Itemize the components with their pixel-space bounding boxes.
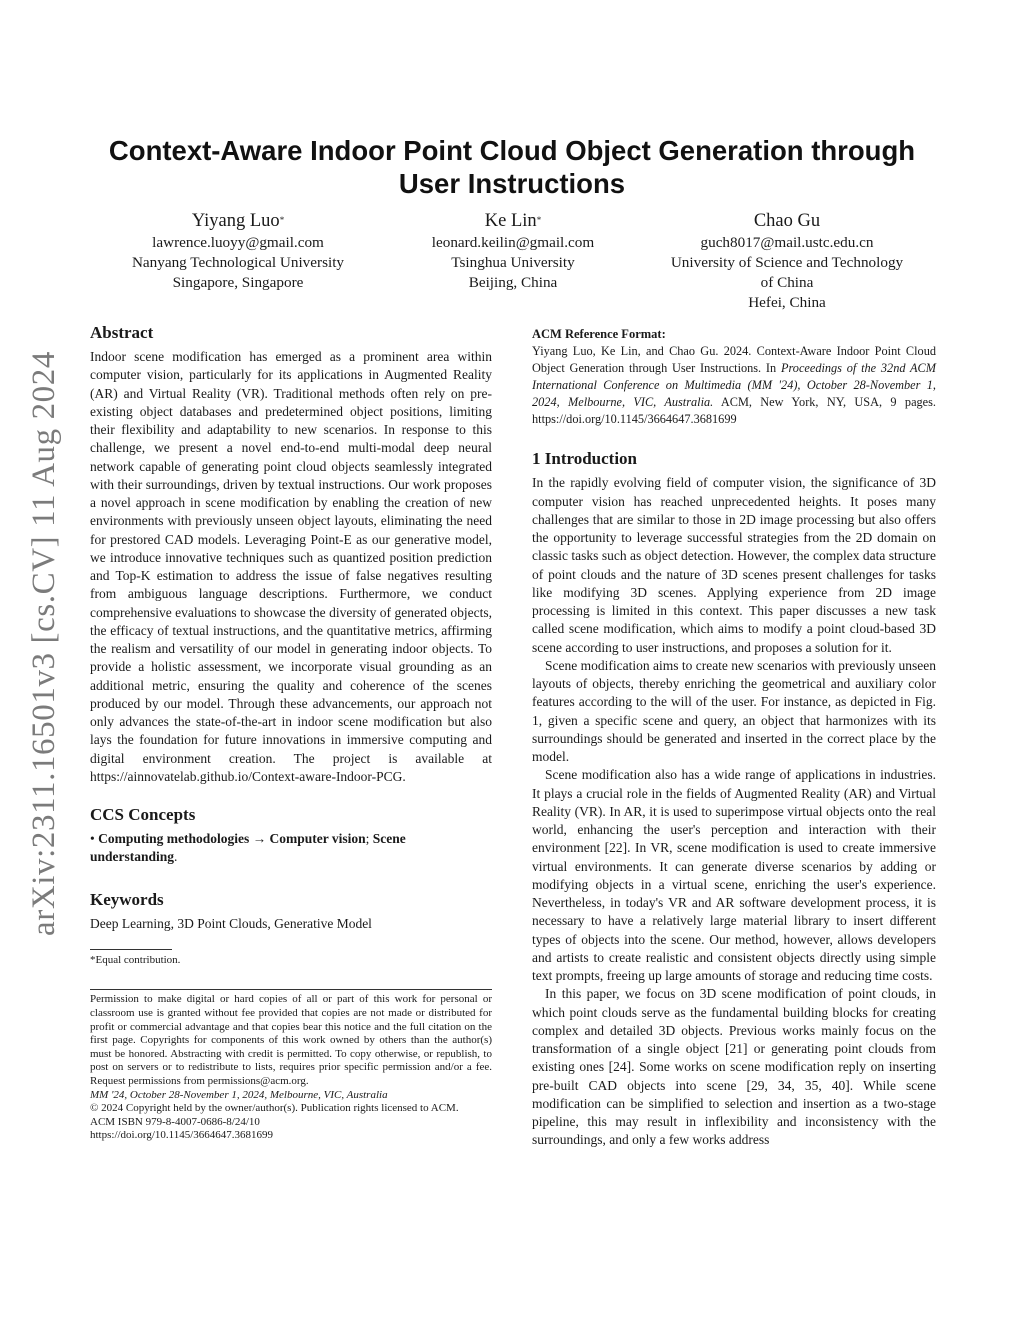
- author-email: lawrence.luoyy@gmail.com: [152, 234, 324, 251]
- author-affiliation: Nanyang Technological University: [131, 254, 345, 271]
- author-name: Yiyang Luo: [191, 211, 280, 231]
- author-3: [654, 209, 920, 313]
- author-name: Chao Gu: [753, 211, 821, 231]
- isbn-line: ACM ISBN 979-8-4007-0686-8/24/10: [90, 1115, 260, 1128]
- author-affiliation: Tsinghua University: [451, 254, 575, 271]
- keywords-heading: Keywords: [90, 889, 164, 909]
- author-email: leonard.keilin@gmail.com: [431, 234, 595, 251]
- paper-title: Context-Aware Indoor Point Cloud Object Generation through User Instructions: [108, 135, 916, 199]
- author-location: Beijing, China: [468, 274, 558, 291]
- author-location: Hefei, China: [748, 294, 826, 311]
- acm-ref-text: [532, 343, 936, 428]
- author-affiliation-cont: of China: [760, 274, 814, 291]
- period: .: [174, 849, 178, 865]
- author-2: [402, 209, 624, 293]
- acm-ref-proceedings: Proceedings of the 32nd ACM International Conference on Multimedia (MM '24), October 28-November 1, 2024, Melbourne, VIC, Australia.: [532, 361, 937, 410]
- author-location: Singapore, Singapore: [172, 274, 304, 291]
- author-affiliation: University of Science and Technology: [670, 254, 904, 271]
- doi-line: https://doi.org/10.1145/3664647.3681699: [90, 1129, 274, 1142]
- footnote-rule: [90, 949, 172, 950]
- acm-ref-heading: ACM Reference Format:: [532, 327, 666, 341]
- acm-ref-authors: Yiyang Luo, Ke Lin, and Chao Gu. 2024. Context-Aware Indoor Point Cloud Object Generation through User Instructions. In: [532, 344, 936, 376]
- arxiv-sidebar: [19, 348, 69, 938]
- intro-paragraph: Scene modification also has a wide range of applications in industries. It plays a crucial role in the fields of Augmented Reality (AR) and Virtual Reality (VR). In AR, it is used to superimpose virtual objects onto the real world, enhancing the user's perception and interaction with their environment [22]. In VR, scene modification is used to create immersive virtual environments. It can generate diverse scenarios by adding or modifying objects in a virtual scene, enriching the user's experience. Nevertheless, in today's VR and AR software development process, it is necessary to have a relatively large material library to insert different types of objects into the scene. Our method, however, allows developers and artists to create realistic and consistent objects directly using simple text prompts, freeing up large amounts of storage and reducing time costs.: [532, 767, 936, 983]
- ccs-item: Computing methodologies: [98, 831, 250, 846]
- keywords-text: Deep Learning, 3D Point Clouds, Generative Model: [90, 915, 372, 931]
- abstract-heading: Abstract: [90, 323, 154, 342]
- separator: ;: [365, 831, 370, 846]
- permission-notice: Permission to make digital or hard copies of all or part of this work for personal or classroom use is granted without fee provided that copies are not made or distributed for profit or commercial advantage and that copies bear this notice and the full citation on the first page. Copyrights for components of this work owned by others than the author(s) must be honored. Abstracting with credit is permitted. To copy otherwise, or republish, to post on servers or to redistribute to lists, requires prior specific permission and/or a fee. Request permissions from permissions@acm.org.: [90, 993, 492, 1087]
- intro-heading: 1 Introduction: [532, 449, 638, 469]
- bullet: •: [90, 831, 95, 846]
- author-email: guch8017@mail.ustc.edu.cn: [700, 234, 874, 251]
- venue-line: MM '24, October 28-November 1, 2024, Melbourne, VIC, Australia: [90, 1088, 388, 1101]
- left-column: [90, 322, 492, 1143]
- intro-paragraph: In the rapidly evolving field of computer vision, the significance of 3D computer vision has reached unprecedented heights. It poses many challenges that are similar to those in 2D image processing but also offers the opportunity to leverage successful strategies from the 2D domain on classic tasks such as object detection. However, the complex data structure of point clouds and the nature of 3D scenes present challenges for tasks like modifying 3D scenes. Applying experience from 2D image processing is limited in this context. This paper discusses a new task called scene modification, which aims to modify a point cloud-based 3D scene according to user instructions, and proposes a solution for it.: [532, 475, 936, 655]
- permission-rule: [90, 989, 492, 990]
- footnote: *Equal contribution.: [90, 953, 181, 966]
- intro-paragraph: Scene modification aims to create new scenarios with previously unseen layouts of objects, thereby enriching the geometrical and auxiliary color features according to the will of the user. For instance, as depicted in Fig. 1, given a specific scene and query, an object that harmonizes with its surroundings should be generated and inserted in the correct place by the model.: [532, 657, 937, 764]
- ccs-heading: CCS Concepts: [90, 805, 196, 824]
- equal-contribution-mark: *: [536, 215, 542, 225]
- author-1: [112, 209, 364, 293]
- intro-paragraph: In this paper, we focus on 3D scene modification of point clouds, in which point clouds serve as the fundamental building blocks for creating complex and detailed 3D objects. Previous works mainly focus on the transformation of a single object [21] or generating point clouds from existing ones [24]. Some works on scene modification reply on inserting pre-built CAD objects into scene [29, 34, 35, 40]. While scene modification can be simplified to selection and insertion as a two-stage pipeline, this may result in inflexibility and inconsistency with the surroundings, and only a few works address: [532, 986, 936, 1148]
- copyright-line: © 2024 Copyright held by the owner/author(s). Publication rights licensed to ACM.: [90, 1102, 459, 1115]
- equal-contribution-mark: *: [279, 215, 285, 225]
- acm-ref-publisher: ACM, New York, NY, USA, 9 pages. https://doi.org/10.1145/3664647.3681699: [532, 395, 936, 427]
- author-name: Ke Lin: [484, 211, 537, 231]
- abstract-text: Indoor scene modification has emerged as a prominent area within computer vision, particularly for its applications in Augmented Reality (AR) and Virtual Reality (VR). Traditional methods often rely on pre-existing object databases and predetermined object positions, limiting their flexibility and adaptability to new scenarios. In response to this challenge, we present a novel end-to-end multi-modal deep neural network capable of generating point cloud objects seamlessly integrated with their surroundings, driven by textual instructions. Our work proposes a novel approach in scene modification by enabling the creation of new environments with previously unseen object layouts, eliminating the need for prestored CAD models. Leveraging Point-E as our generative model, we introduce innovative techniques such as quantized position prediction and Top-K estimation to address the issue of false negatives resulting from ambiguous language descriptions. Furthermore, we conduct comprehensive evaluations to showcase the diversity of generated objects, the efficacy of textual instructions, and the quantitative metrics, affirming the realism and versatility of our model in generating indoor objects. To provide a holistic assessment, we incorporate visual grounding as an additional metric, ensuring the quality and coherence of the scenes produced by our model. Through these advancements, our approach not only advances the state-of-the-art in indoor scene modification but also lays the foundation for future innovations in immersive computing and digital environment creation. The project is available at https://ainnovatelab.github.io/Context-aware-Indoor-PCG.: [90, 349, 492, 784]
- arxiv-identifier: arXiv:2311.16501v3 [cs.CV] 11 Aug 2024: [25, 350, 62, 936]
- ccs-item: Computer vision: [269, 831, 366, 846]
- ccs-concepts: [90, 830, 492, 867]
- right-column: [532, 322, 936, 1150]
- ccs-item: Scene understanding: [90, 831, 406, 865]
- arrow: →: [252, 831, 267, 846]
